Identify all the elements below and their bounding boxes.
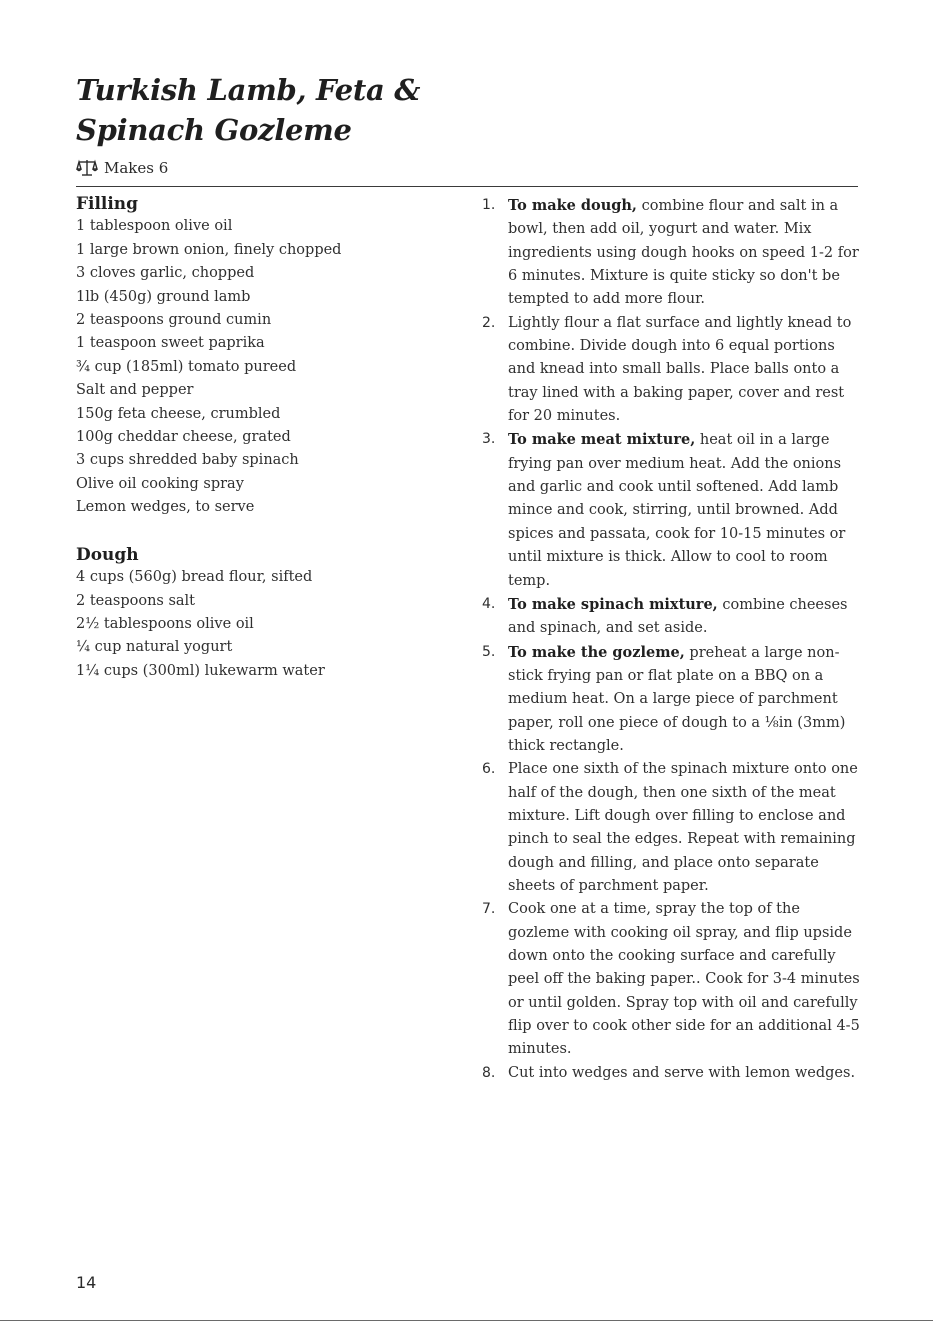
dough-list: [76, 566, 456, 683]
step-number: 8.: [482, 1064, 496, 1081]
ingredients-column: [76, 192, 456, 683]
method-step: [478, 898, 860, 1061]
method-step: [478, 1062, 860, 1085]
filling-ingredient: 3 cloves garlic, chopped: [76, 265, 255, 282]
method-step: [478, 428, 860, 592]
method-step: [478, 593, 860, 641]
dough-ingredient: 2 teaspoons salt: [76, 592, 196, 609]
step-lead: To make spinach mixture,: [508, 595, 718, 613]
filling-ingredient: 150g feta cheese, crumbled: [76, 405, 281, 422]
step-number: 6.: [482, 761, 496, 778]
recipe-title: [76, 70, 420, 150]
page-number: 14: [76, 1273, 97, 1292]
step-number: 2.: [482, 314, 496, 331]
filling-ingredient: Lemon wedges, to serve: [76, 499, 255, 516]
page-bottom-edge: [0, 1320, 933, 1325]
dough-ingredient: 4 cups (560g) bread flour, sifted: [76, 569, 313, 586]
filling-ingredient: Salt and pepper: [76, 382, 194, 399]
step-text: preheat a large non-stick frying pan or flat plate on a BBQ on a medium heat. On a large piece of parchment paper, roll one piece of dough to a ⅛in (3mm) thick rectangle.: [508, 644, 846, 754]
step-lead: To make meat mixture,: [508, 431, 696, 449]
filling-ingredient: 1lb (450g) ground lamb: [76, 288, 251, 305]
filling-ingredient: 1 large brown onion, finely chopped: [76, 241, 342, 258]
recipe-title-line-2: Spinach Gozleme: [76, 113, 352, 147]
filling-ingredient: 3 cups shredded baby spinach: [76, 452, 299, 469]
dough-ingredient: 1¼ cups (300ml) lukewarm water: [76, 662, 325, 679]
dough-ingredient: 2½ tablespoons olive oil: [76, 615, 254, 632]
yield-text: Makes 6: [104, 159, 169, 177]
step-text: Lightly flour a flat surface and lightly knead to combine. Divide dough into 6 equal portions and knead into small balls. Place balls onto a tray lined with a baking paper, cover and rest for 20 minutes.: [508, 314, 852, 425]
dough-heading: Dough: [76, 543, 139, 564]
recipe-title-line-1: Turkish Lamb, Feta &: [76, 73, 421, 107]
step-text: Cook one at a time, spray the top of the gozleme with cooking oil spray, and flip upside down onto the cooking surface and carefully peel off the baking paper.. Cook for 3-4 minutes or until golden. Spray top with oil and carefully flip over to cook other side for an additional 4-5 minutes.: [508, 901, 860, 1058]
method-step: [478, 312, 860, 429]
method-step: [478, 194, 860, 312]
filling-ingredient: 1 tablespoon olive oil: [76, 218, 233, 235]
filling-ingredient: 2 teaspoons ground cumin: [76, 312, 272, 329]
step-number: 1.: [482, 197, 496, 213]
filling-ingredient: Olive oil cooking spray: [76, 475, 244, 492]
filling-list: [76, 215, 456, 519]
step-text: heat oil in a large frying pan over medium heat. Add the onions and garlic and cook until softened. Add lamb mince and cook, stirring, until browned. Add spices and passata, cook for 10-15 minutes or until mixture is thick. Allow to cool to room temp.: [508, 432, 846, 589]
dough-ingredient: ¼ cup natural yogurt: [76, 639, 233, 656]
filling-ingredient: 1 teaspoon sweet paprika: [76, 335, 265, 352]
recipe-yield: [76, 159, 168, 177]
method-step: [478, 641, 860, 759]
method-steps: [478, 194, 860, 1085]
step-lead: To make dough,: [508, 197, 637, 214]
step-text: Cut into wedges and serve with lemon wedges.: [508, 1064, 856, 1081]
header-divider: [76, 186, 858, 187]
step-number: 5.: [482, 643, 496, 660]
step-number: 7.: [482, 901, 496, 918]
method-step: [478, 758, 860, 898]
scale-icon: [76, 159, 98, 177]
filling-heading: Filling: [76, 193, 138, 213]
step-text: combine cheeses and spinach, and set aside.: [508, 596, 848, 637]
step-number: 3.: [482, 431, 496, 448]
step-text: Place one sixth of the spinach mixture onto one half of the dough, then one sixth of the meat mixture. Lift dough over filling to enclose and pinch to seal the edges. Repeat with remaining dough and filling, and place onto separate sheets of parchment paper.: [508, 761, 858, 894]
step-text: combine flour and salt in a bowl, then add oil, yogurt and water. Mix ingredients using dough hooks on speed 1-2 for 6 minutes. Mixture is quite sticky so don't be tempted to add more flour.: [508, 198, 859, 308]
filling-ingredient: ¾ cup (185ml) tomato pureed: [76, 358, 297, 375]
step-lead: To make the gozleme,: [508, 643, 685, 661]
filling-ingredient: 100g cheddar cheese, grated: [76, 429, 291, 446]
step-number: 4.: [482, 595, 496, 612]
